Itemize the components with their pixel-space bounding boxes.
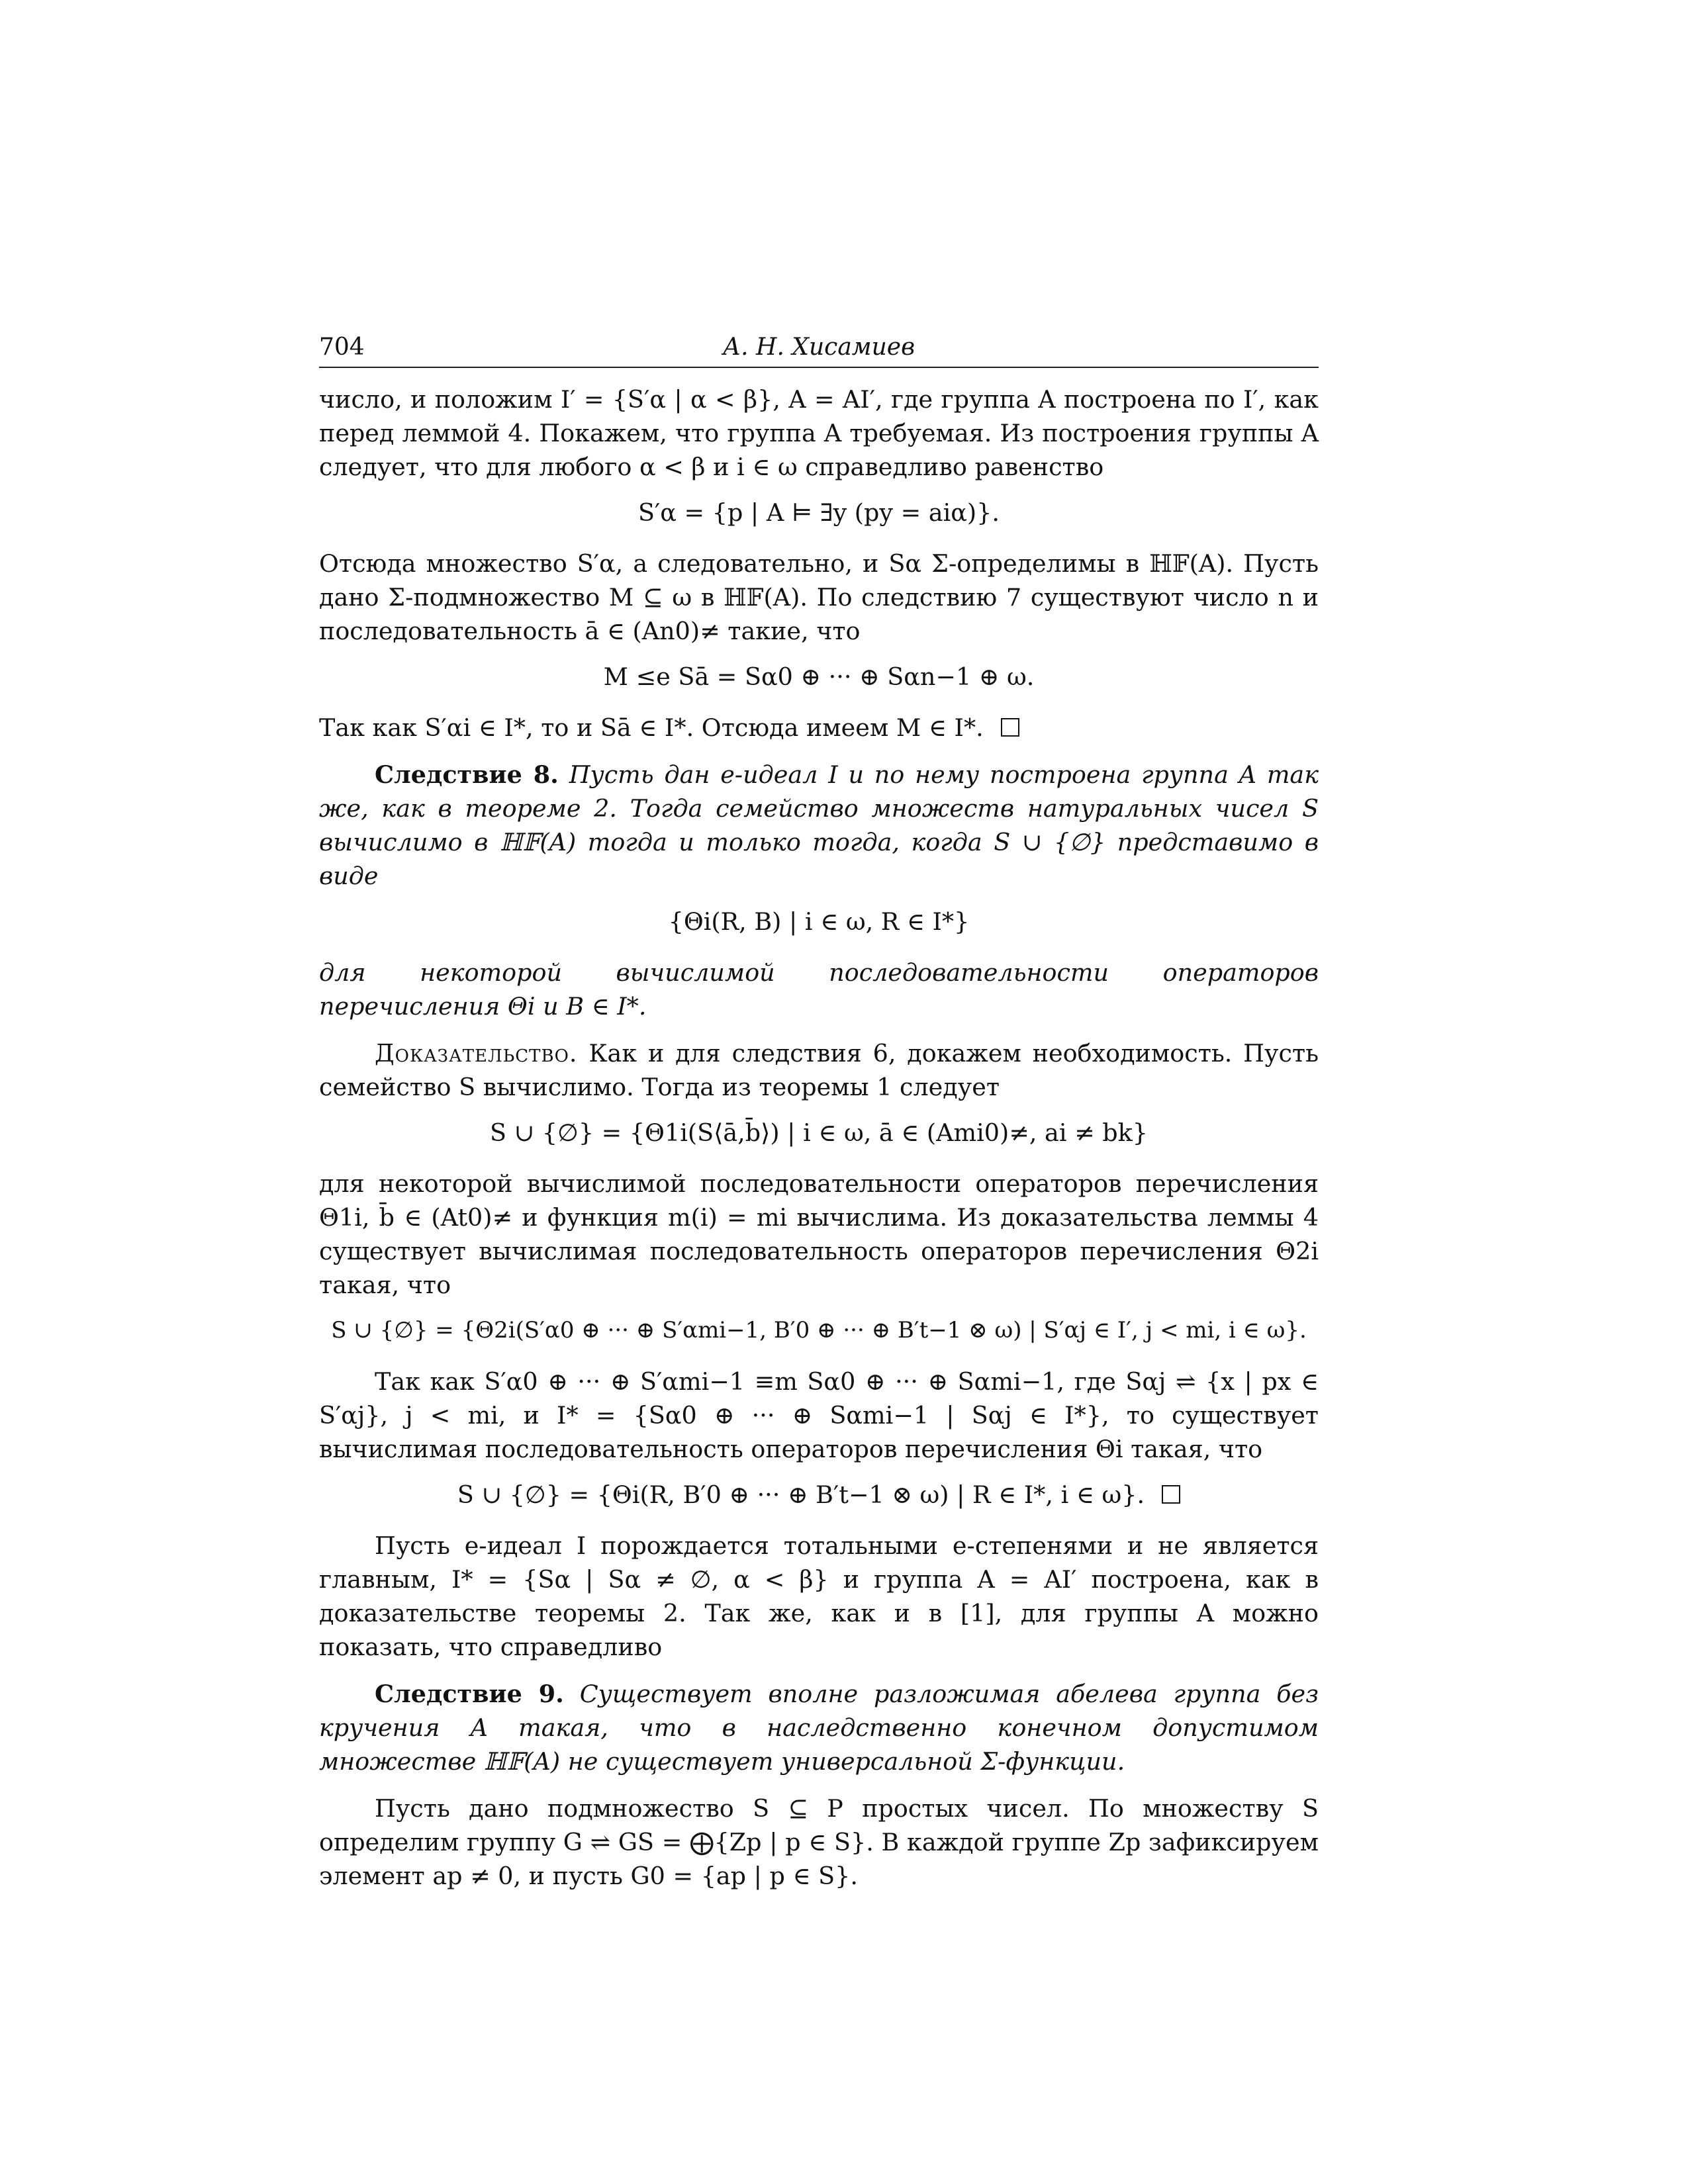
proof — [319, 1036, 1319, 1104]
display-equation: {Θi(R, B) | i ∈ ω, R ∈ I*} — [668, 907, 970, 936]
corollary-label: Следствие 9. — [375, 1680, 564, 1708]
paragraph-text: Так как S′αi ∈ I*, то и Sā ∈ I*. Отсюда имеем M ∈ I*. — [319, 713, 984, 742]
paragraph: Пусть дано подмножество S ⊆ P простых чисел. По множеству S определим группу G ⇌ GS = ⨁{Zp | p ∈ S}. В каждой группе Zp зафиксируем элемент ap ≠ 0, и пусть G0 = {ap | p ∈ S}. — [319, 1794, 1319, 1890]
corollary-statement: Пусть дан e-идеал I и по нему построена группа A так же, как в теореме 2. Тогда семейство множеств натуральных чисел S вычислимо в ℍ𝔽(A) тогда и только тогда, когда S ∪ {∅} представимо в виде — [319, 760, 1319, 890]
paragraph: Пусть e-идеал I порождается тотальными e-степенями и не является главным, I* = {Sα | Sα ≠ ∅, α < β} и группа A = AI′ построена, как в доказательстве теоремы 2. Так же, как и в [1], для группы A можно показать, что справедливо — [319, 1531, 1319, 1661]
paragraph: для некоторой вычислимой последовательности операторов перечисления Θ1i, b̄ ∈ (At0)≠ и функция m(i) = mi вычислима. Из доказательства леммы 4 существует вычислимая последовательность операторов перечисления Θ2i такая, что — [319, 1169, 1319, 1299]
proof-label: Доказательство. — [375, 1039, 578, 1068]
page-number: 704 — [319, 334, 365, 361]
running-header — [319, 331, 1319, 368]
proof-text: Как и для следствия 6, докажем необходимость. Пусть семейство S вычислимо. Тогда из теоремы 1 следует — [319, 1039, 1319, 1101]
corollary-8 — [319, 758, 1319, 893]
running-head-author: А. Н. Хисамиев — [722, 334, 915, 361]
corollary-statement: Существует вполне разложимая абелева группа без кручения A такая, что в наследственно конечном допустимом множестве ℍ𝔽(A) не существует универсальной Σ-функции. — [319, 1680, 1319, 1776]
page-body — [319, 383, 1319, 1893]
paragraph: число, и положим I′ = {S′α | α < β}, A = AI′, где группа A построена по I′, как перед леммой 4. Покажем, что группа A требуемая. Из построения группы A следует, что для любого α < β и i ∈ ω справедливо равенство — [319, 385, 1319, 481]
corollary-label: Следствие 8. — [375, 760, 559, 789]
paragraph: Отсюда множество S′α, а следовательно, и Sα Σ-определимы в ℍ𝔽(A). Пусть дано Σ-подмножество M ⊆ ω в ℍ𝔽(A). По следствию 7 существуют число n и последовательность ā ∈ (An0)≠ такие, что — [319, 549, 1319, 645]
corollary-9 — [319, 1677, 1319, 1778]
display-equation: S ∪ {∅} = {Θ2i(S′α0 ⊕ ··· ⊕ S′αmi−1, B′0 ⊕ ··· ⊕ B′t−1 ⊗ ω) | S′αj ∈ I′, j < mi, i ∈ ω}. — [331, 1317, 1307, 1343]
qed-box-icon — [1162, 1485, 1180, 1504]
display-equation: S′α = {p | A ⊨ ∃y (py = aiα)}. — [638, 498, 1000, 527]
paragraph: Так как S′α0 ⊕ ··· ⊕ S′αmi−1 ≡m Sα0 ⊕ ··· ⊕ Sαmi−1, где Sαj ⇌ {x | px ∈ S′αj}, j < mi, и I* = {Sα0 ⊕ ··· ⊕ Sαmi−1 | Sαj ∈ I*}, то существует вычислимая последовательность операторов перечисления Θi такая, что — [319, 1367, 1319, 1463]
page — [319, 331, 1319, 1893]
equation-text: S ∪ {∅} = {Θi(R, B′0 ⊕ ··· ⊕ B′t−1 ⊗ ω) | R ∈ I*, i ∈ ω}. — [457, 1480, 1145, 1509]
paragraph — [319, 711, 1319, 745]
display-equation — [319, 1478, 1319, 1512]
corollary-statement-tail: для некоторой вычислимой последовательности операторов перечисления Θi и B ∈ I*. — [319, 958, 1319, 1021]
display-equation: M ≤e Sā = Sα0 ⊕ ··· ⊕ Sαn−1 ⊕ ω. — [603, 662, 1035, 691]
qed-box-icon — [1001, 718, 1019, 737]
display-equation: S ∪ {∅} = {Θ1i(S⟨ā,b̄⟩) | i ∈ ω, ā ∈ (Ami0)≠, ai ≠ bk} — [490, 1118, 1148, 1147]
